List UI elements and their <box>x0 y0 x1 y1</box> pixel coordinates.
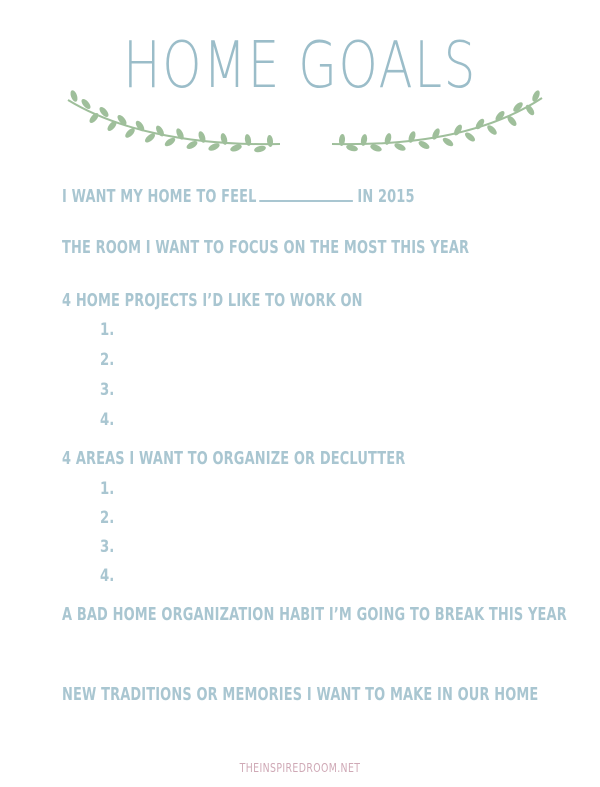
feel-prompt-prefix: I WANT MY HOME TO FEEL <box>62 186 257 207</box>
feel-blank-line[interactable] <box>259 199 353 202</box>
traditions-prompt: NEW TRADITIONS OR MEMORIES I WANT TO MAKE IN OUR HOME <box>62 684 539 705</box>
feel-prompt <box>62 188 415 206</box>
projects-item-2: 2. <box>100 350 115 370</box>
focus-room-prompt: THE ROOM I WANT TO FOCUS ON THE MOST THIS YEAR <box>62 237 470 258</box>
areas-heading: 4 AREAS I WANT TO ORGANIZE OR DECLUTTER <box>62 448 406 469</box>
footer-website: THEINSPIREDROOM.NET <box>239 761 361 775</box>
areas-item-4: 4. <box>100 566 115 586</box>
areas-item-1: 1. <box>100 479 115 499</box>
projects-item-3: 3. <box>100 380 115 400</box>
projects-item-1: 1. <box>100 320 115 340</box>
laurel-right-icon <box>330 84 546 154</box>
areas-item-2: 2. <box>100 508 115 528</box>
bad-habit-prompt: A BAD HOME ORGANIZATION HABIT I’M GOING TO BREAK THIS YEAR <box>62 604 567 625</box>
projects-heading: 4 HOME PROJECTS I’D LIKE TO WORK ON <box>62 290 363 311</box>
feel-prompt-suffix: IN 2015 <box>357 186 415 207</box>
laurel-left-icon <box>64 88 284 158</box>
page-title: HOME GOALS <box>123 29 477 103</box>
projects-item-4: 4. <box>100 410 115 430</box>
areas-item-3: 3. <box>100 537 115 557</box>
